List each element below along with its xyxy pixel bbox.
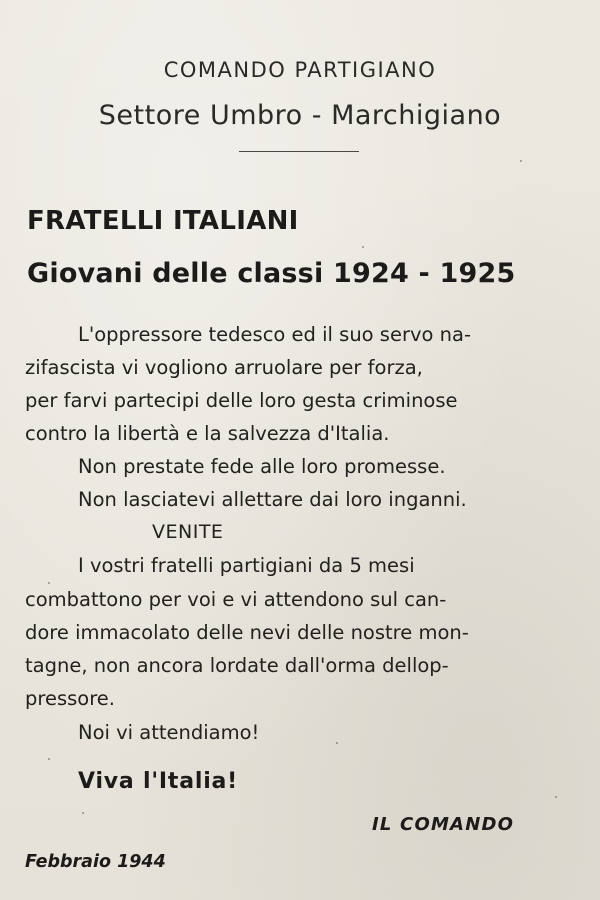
body-line-2: zifascista vi vogliono arruolare per forza, (25, 356, 423, 379)
paper-speck (336, 742, 338, 744)
body-line-1: L'oppressore tedesco ed il suo servo na- (78, 323, 471, 346)
title-line-2: Giovani delle classi 1924 - 1925 (27, 258, 516, 289)
paper-speck (520, 160, 522, 162)
header-divider (239, 151, 359, 152)
body-line-12: pressore. (25, 687, 115, 710)
paper-speck (48, 758, 50, 760)
body-line-13: Noi vi attendiamo! (78, 721, 260, 744)
venite-line: VENITE (152, 521, 224, 543)
closing-slogan: Viva l'Italia! (78, 769, 239, 794)
sector-heading: Settore Umbro - Marchigiano (98, 100, 502, 131)
body-line-5: Non prestate fede alle loro promesse. (78, 455, 446, 478)
body-line-10: dore immacolato delle nevi delle nostre mon- (25, 621, 469, 644)
body-line-6: Non lasciatevi allettare dai loro inganni. (78, 488, 467, 511)
body-line-4: contro la libertà e la salvezza d'Italia. (25, 422, 390, 445)
paper-speck (82, 812, 84, 814)
signature: IL COMANDO (372, 814, 515, 835)
command-heading: COMANDO PARTIGIANO (163, 58, 437, 82)
paper-speck (555, 796, 557, 798)
date-line: Febbraio 1944 (25, 852, 166, 872)
body-line-9: combattono per voi e vi attendono sul can- (25, 588, 447, 611)
paper-speck (48, 582, 50, 584)
body-line-3: per farvi partecipi delle loro gesta criminose (25, 389, 458, 412)
body-line-11: tagne, non ancora lordate dall'orma dellop- (25, 654, 449, 677)
paper-speck (362, 246, 364, 248)
body-line-8: I vostri fratelli partigiani da 5 mesi (78, 554, 415, 577)
paper-speck (152, 371, 154, 373)
title-line-1: FRATELLI ITALIANI (27, 206, 299, 236)
